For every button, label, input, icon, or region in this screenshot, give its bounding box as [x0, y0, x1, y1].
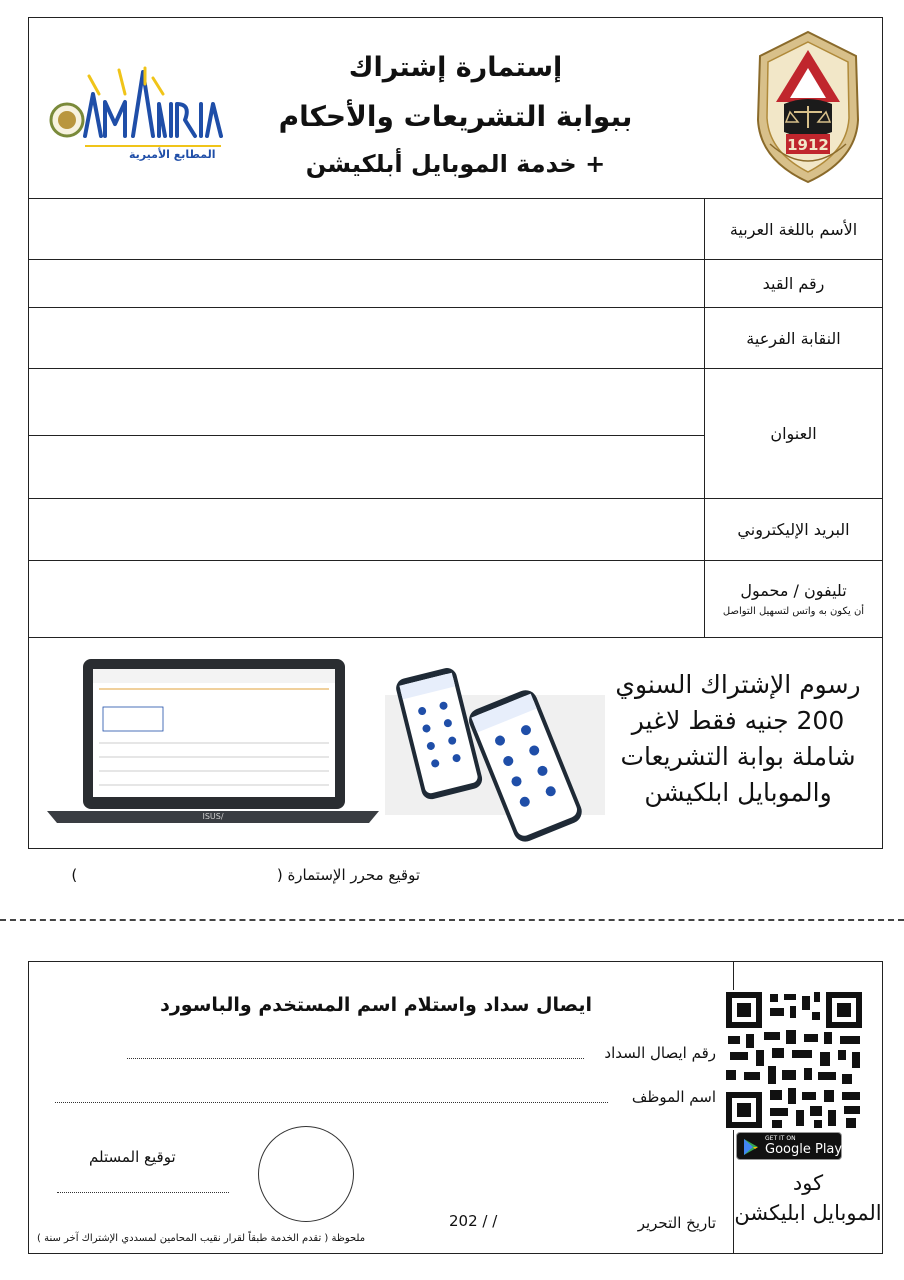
- amiria-logo: [45, 64, 225, 164]
- branch-field[interactable]: [29, 308, 704, 368]
- name-field[interactable]: [29, 199, 704, 259]
- fee-line-1: رسوم الإشتراك السنوي: [615, 670, 861, 699]
- phone-label: تليفون / محمول أن يكون به واتس لتسهيل التواصل: [704, 561, 882, 637]
- fee-line-2: 200 جنيه فقط لاغير: [631, 706, 845, 735]
- signature-close: ): [71, 866, 78, 884]
- receipt-number-field[interactable]: [127, 1058, 584, 1059]
- address-label: العنوان: [704, 369, 882, 498]
- address-field[interactable]: [29, 369, 704, 498]
- fee-line-4: والموبايل ابلكيشن: [644, 778, 832, 807]
- email-label: البريد الإليكتروني: [704, 499, 882, 560]
- receipt-section: [28, 961, 883, 1254]
- emblem-year: 1912: [787, 136, 829, 154]
- app-code-label: كود الموبايل ابليكشن: [734, 1171, 882, 1225]
- stamp-circle: [258, 1126, 354, 1222]
- registration-row: [28, 260, 883, 308]
- fee-line-3: شاملة بوابة التشريعات: [620, 742, 856, 771]
- form-title: إستمارة إشتراك: [348, 52, 563, 83]
- branch-row: [28, 308, 883, 369]
- form-signature-line: [40, 866, 420, 884]
- laptop-illustration: [47, 657, 379, 827]
- fee-section: [28, 637, 883, 849]
- receipt-number-label: رقم ايصال السداد: [604, 1044, 716, 1062]
- date-label: تاريخ التحرير: [637, 1214, 716, 1232]
- address-row: [28, 369, 883, 499]
- form-header: [28, 17, 883, 199]
- employee-label: اسم الموظف: [631, 1088, 716, 1106]
- bar-association-emblem: [748, 28, 868, 186]
- phone-note: أن يكون به واتس لتسهيل التواصل: [722, 606, 865, 617]
- receipt-note: ملحوظة ( تقدم الخدمة طبقاً لقرار نقيب المحامين لمسددي الإشتراك آخر سنة ): [37, 1233, 366, 1244]
- cut-line: [0, 919, 904, 921]
- name-label: الأسم باللغة العربية: [704, 199, 882, 259]
- email-row: [28, 499, 883, 561]
- receiver-signature-label: توقيع المستلم: [89, 1148, 176, 1166]
- laptop-brand: /ISUS: [202, 812, 224, 821]
- email-field[interactable]: [29, 499, 704, 560]
- receipt-title: ايصال سداد واستلام اسم المستخدم والباسورد: [160, 994, 592, 1016]
- phone-field[interactable]: [29, 561, 704, 637]
- name-row: [28, 199, 883, 260]
- google-play-icon: [743, 1138, 759, 1156]
- phones-illustration: [385, 665, 605, 843]
- registration-field[interactable]: [29, 260, 704, 307]
- branch-label: النقابة الفرعية: [704, 308, 882, 368]
- registration-label: رقم القيد: [704, 260, 882, 307]
- receiver-signature-field[interactable]: [57, 1192, 229, 1193]
- address-divider: [29, 435, 704, 436]
- fee-text: [608, 667, 868, 811]
- form-service-line: + خدمة الموبايل أبلكيشن: [305, 150, 606, 178]
- amiria-logo-subtext: المطابع الأميرية: [129, 148, 216, 161]
- google-play-badge[interactable]: [736, 1132, 842, 1160]
- google-play-text: Google Play: [765, 1142, 843, 1157]
- google-play-small-text: GET IT ON: [765, 1135, 796, 1142]
- date-value[interactable]: 202 / /: [449, 1212, 498, 1230]
- phone-row: [28, 561, 883, 638]
- form-subtitle: ببوابة التشريعات والأحكام: [278, 100, 633, 133]
- signature-label: توقيع محرر الإستمارة (: [276, 866, 420, 884]
- employee-field[interactable]: [55, 1102, 608, 1103]
- qr-code-icon: [724, 990, 864, 1130]
